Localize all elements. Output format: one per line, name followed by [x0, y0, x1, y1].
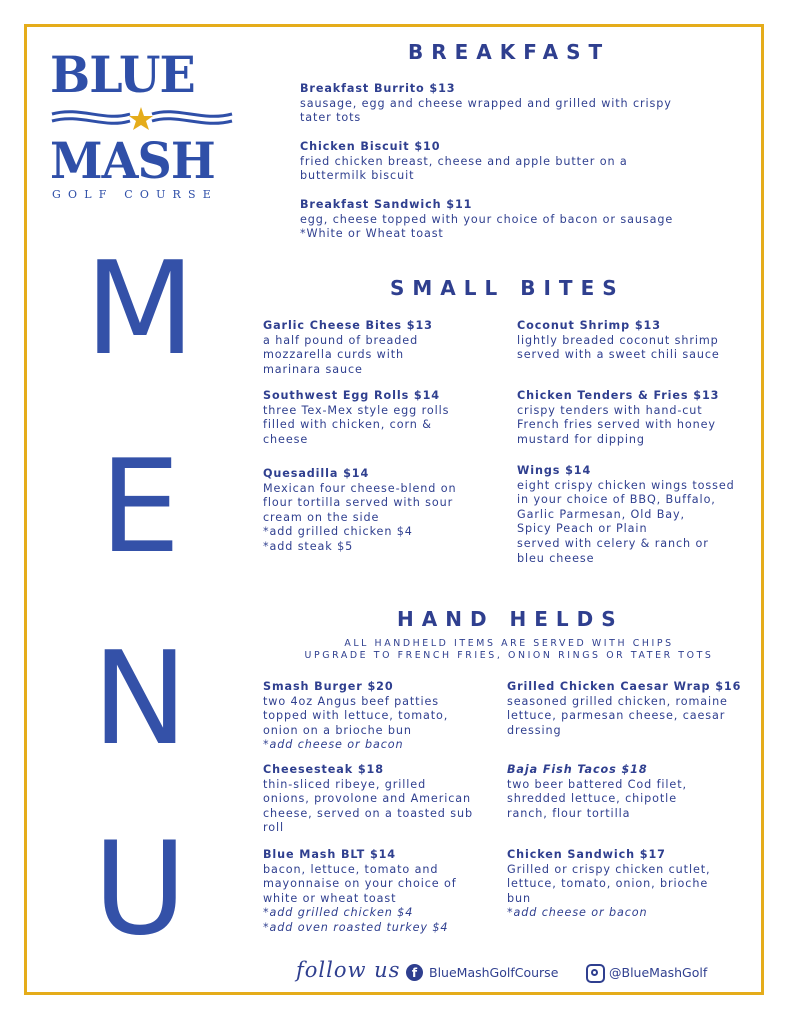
- menu-item: [517, 319, 720, 363]
- item-desc: a half pound of breaded mozzarella curds with marinara sauce: [263, 333, 419, 376]
- item-desc: Mexican four cheese-blend on flour tortilla served with sour cream on the side *add grilled chicken $4 *add steak $5: [263, 481, 457, 553]
- item-desc: Grilled or crispy chicken cutlet, lettuce, tomato, onion, brioche bun: [507, 862, 711, 905]
- menu-item: [263, 848, 457, 936]
- item-desc: eight crispy chicken wings tossed in your choice of BBQ, Buffalo, Garlic Parmesan, Old Bay, Spicy Peach or Plain served with celery & ranch or bleu cheese: [517, 478, 735, 565]
- item-name: Garlic Cheese Bites $13: [263, 319, 433, 332]
- item-desc: thin-sliced ribeye, grilled onions, provolone and American cheese, served on a toasted sub roll: [263, 777, 473, 835]
- logo-subtitle: GOLF COURSE: [52, 188, 218, 201]
- menu-item: [517, 389, 719, 447]
- menu-item: [263, 467, 456, 555]
- instagram-handle[interactable]: @BlueMashGolf: [609, 965, 708, 980]
- menu-item: [263, 319, 433, 377]
- item-desc: egg, cheese topped with your choice of bacon or sausage *White or Wheat toast: [300, 212, 674, 241]
- menu-letter-m: M: [84, 235, 196, 384]
- hand-helds-heading: HAND HELDS: [397, 607, 624, 631]
- menu-item: [300, 140, 628, 184]
- hand-helds-note-upgrade: UPGRADE TO FRENCH FRIES, ONION RINGS OR TATER TOTS: [304, 650, 714, 661]
- item-name: Blue Mash BLT $14: [263, 848, 396, 861]
- menu-item: [263, 680, 448, 753]
- facebook-icon[interactable]: f: [406, 964, 423, 981]
- social-footer: [296, 958, 736, 986]
- item-desc: two 4oz Angus beef patties topped with lettuce, tomato, onion on a brioche bun: [263, 694, 449, 737]
- menu-item: [507, 763, 687, 821]
- item-desc: seasoned grilled chicken, romaine lettuce, parmesan cheese, caesar dressing: [507, 694, 728, 737]
- menu-item: [507, 680, 741, 738]
- blue-mash-logo: [50, 45, 240, 202]
- menu-letter-u: U: [93, 815, 187, 964]
- menu-item: [300, 198, 673, 242]
- facebook-handle[interactable]: BlueMashGolfCourse: [429, 965, 559, 980]
- item-name: Quesadilla $14: [263, 467, 370, 480]
- item-name: Breakfast Sandwich $11: [300, 198, 473, 211]
- item-name: Coconut Shrimp $13: [517, 319, 661, 332]
- item-desc: crispy tenders with hand-cut French fries served with honey mustard for dipping: [517, 403, 716, 446]
- item-name: Chicken Sandwich $17: [507, 848, 666, 861]
- item-name: Baja Fish Tacos $18: [507, 763, 648, 776]
- item-note: *add grilled chicken $4 *add oven roasted turkey $4: [263, 906, 449, 934]
- menu-letter-n: N: [92, 625, 188, 774]
- item-desc: sausage, egg and cheese wrapped and grilled with crispy tater tots: [300, 96, 672, 125]
- menu-item: [507, 848, 710, 921]
- item-name: Smash Burger $20: [263, 680, 394, 693]
- item-desc: three Tex-Mex style egg rolls filled with chicken, corn & cheese: [263, 403, 450, 446]
- follow-us-text: follow us: [296, 958, 401, 982]
- instagram-icon[interactable]: [586, 964, 605, 983]
- item-name: Wings $14: [517, 464, 592, 477]
- hand-helds-note-chips: ALL HANDHELD ITEMS ARE SERVED WITH CHIPS: [344, 638, 674, 649]
- item-desc: bacon, lettuce, tomato and mayonnaise on your choice of white or wheat toast: [263, 862, 457, 905]
- item-note: *add cheese or bacon: [263, 738, 404, 752]
- item-note: *add cheese or bacon: [507, 906, 648, 920]
- small-bites-heading: SMALL BITES: [390, 276, 625, 300]
- item-name: Breakfast Burrito $13: [300, 82, 456, 95]
- item-desc: fried chicken breast, cheese and apple butter on a buttermilk biscuit: [300, 154, 628, 183]
- logo-line-mash: MASH: [50, 131, 215, 190]
- menu-item: [263, 389, 449, 447]
- item-name: Chicken Tenders & Fries $13: [517, 389, 720, 402]
- logo-line-blue: BLUE: [50, 45, 195, 104]
- menu-item: [300, 82, 672, 126]
- breakfast-heading: BREAKFAST: [408, 40, 611, 64]
- menu-item: [517, 464, 735, 566]
- item-name: Chicken Biscuit $10: [300, 140, 441, 153]
- item-name: Southwest Egg Rolls $14: [263, 389, 440, 402]
- hand-helds-notes: [262, 638, 756, 662]
- item-name: Grilled Chicken Caesar Wrap $16: [507, 680, 742, 693]
- item-name: Cheesesteak $18: [263, 763, 384, 776]
- item-desc: lightly breaded coconut shrimp served with a sweet chili sauce: [517, 333, 720, 362]
- item-desc: two beer battered Cod filet, shredded lettuce, chipotle ranch, flour tortilla: [507, 777, 687, 820]
- menu-item: [263, 763, 473, 836]
- menu-letter-e: E: [99, 433, 181, 582]
